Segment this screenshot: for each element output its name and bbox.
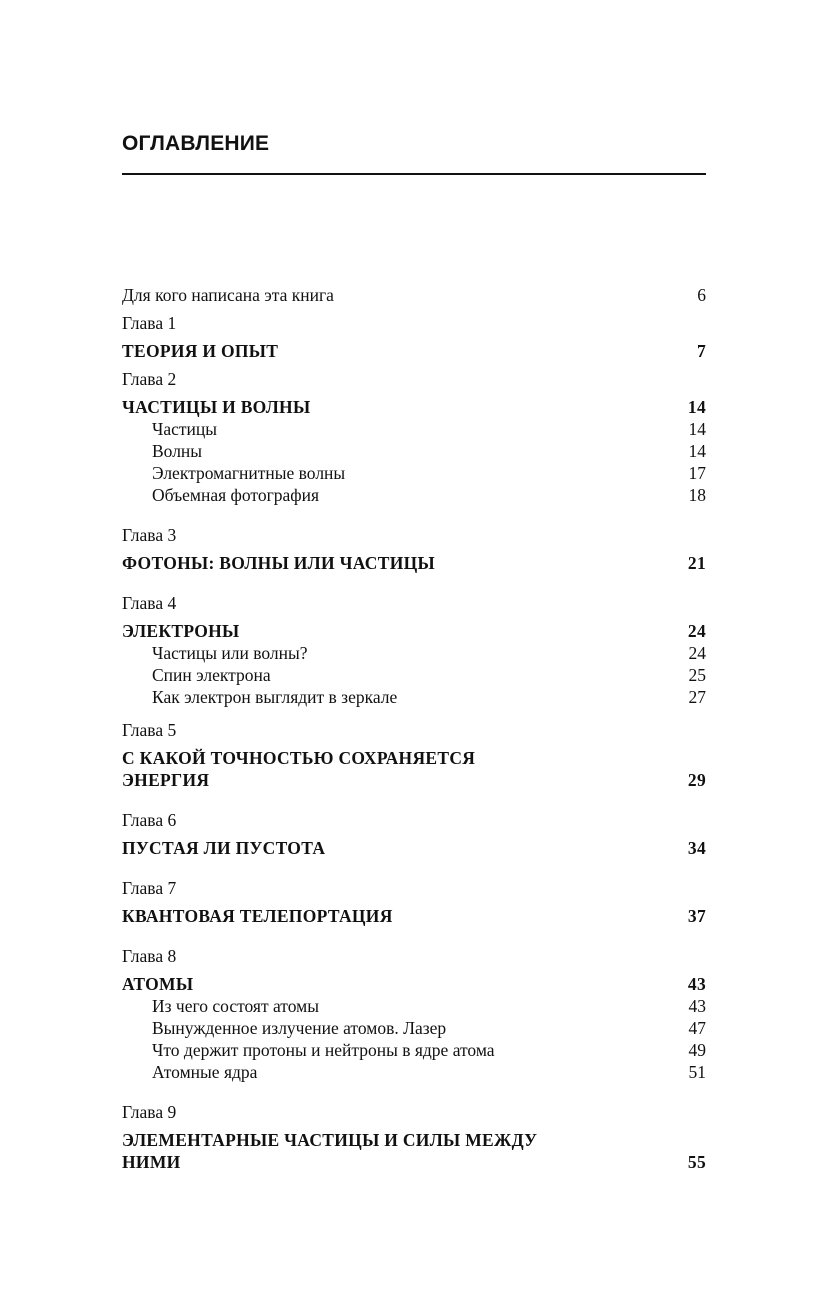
- toc-page-number: 14: [687, 397, 706, 417]
- chapter-title: ЭЛЕКТРОНЫ: [122, 621, 240, 641]
- toc-subentry[interactable]: Объемная фотография 18: [152, 485, 706, 505]
- chapter-title: КВАНТОВАЯ ТЕЛЕПОРТАЦИЯ: [122, 906, 393, 926]
- chapter-label: Глава 9: [122, 1102, 177, 1122]
- toc-subentry[interactable]: Частицы или волны? 24: [152, 643, 706, 663]
- spacer: [122, 1083, 706, 1095]
- chapter-label: Глава 7: [122, 878, 177, 898]
- table-of-contents: [122, 278, 706, 1173]
- toc-subentry[interactable]: Атомные ядра 51: [152, 1062, 706, 1082]
- toc-page-number: 7: [696, 341, 706, 361]
- toc-page-number: 24: [687, 621, 706, 641]
- chapter-title: АТОМЫ: [122, 974, 194, 994]
- toc-page-number: 49: [688, 1040, 706, 1060]
- toc-page-number: 47: [688, 1018, 706, 1038]
- toc-entry-chapter-5[interactable]: [122, 741, 706, 791]
- spacer: [122, 927, 706, 939]
- toc-subentry[interactable]: Из чего состоят атомы 43: [152, 996, 706, 1016]
- toc-page-number: 34: [687, 838, 706, 858]
- spacer: [122, 574, 706, 586]
- chapter-title: ЭЛЕМЕНТАРНЫЕ ЧАСТИЦЫ И СИЛЫ МЕЖДУ НИМИ: [122, 1130, 538, 1172]
- chapter-label: Глава 6: [122, 810, 177, 830]
- chapter-label: Глава 5: [122, 720, 177, 740]
- toc-entry-chapter-3[interactable]: [122, 546, 706, 574]
- toc-page-number: 43: [687, 974, 706, 994]
- toc-subentry[interactable]: Электромагнитные волны 17: [152, 463, 706, 483]
- toc-page-number: 51: [688, 1062, 706, 1082]
- chapter-label: Глава 4: [122, 593, 177, 613]
- toc-entry-chapter-2[interactable]: [122, 390, 706, 418]
- chapter-label: Глава 2: [122, 369, 177, 389]
- spacer: [122, 791, 706, 803]
- chapter-label: Глава 3: [122, 525, 177, 545]
- chapter-title: ФОТОНЫ: ВОЛНЫ ИЛИ ЧАСТИЦЫ: [122, 553, 435, 573]
- toc-page-number: 6: [697, 285, 706, 305]
- toc-page-number: 37: [687, 906, 706, 926]
- toc-page-number: 29: [687, 770, 706, 790]
- spacer: [122, 859, 706, 871]
- toc-subentry[interactable]: Частицы 14: [152, 419, 706, 439]
- toc-subentry[interactable]: Как электрон выглядит в зеркале 27: [152, 687, 706, 707]
- toc-page-number: 18: [688, 485, 706, 505]
- page-title: ОГЛАВЛЕНИЕ: [122, 132, 270, 155]
- spacer: [122, 506, 706, 518]
- toc-page-number: 55: [687, 1152, 706, 1172]
- toc-subentry[interactable]: Волны 14: [152, 441, 706, 461]
- toc-page-number: 14: [688, 419, 706, 439]
- toc-entry-text: Для кого написана эта книга: [122, 285, 334, 305]
- toc-page-number: 14: [688, 441, 706, 461]
- toc-subentry[interactable]: Вынужденное излучение атомов. Лазер 47: [152, 1018, 706, 1038]
- chapter-title: С КАКОЙ ТОЧНОСТЬЮ СОХРАНЯЕТСЯ ЭНЕРГИЯ: [122, 748, 476, 790]
- chapter-title: ЧАСТИЦЫ И ВОЛНЫ: [122, 397, 311, 417]
- toc-entry-chapter-9[interactable]: [122, 1123, 706, 1173]
- toc-page-number: 27: [688, 687, 706, 707]
- toc-entry-intro[interactable]: [122, 278, 706, 306]
- toc-subentry[interactable]: Спин электрона 25: [152, 665, 706, 685]
- toc-entry-chapter-4[interactable]: [122, 614, 706, 642]
- chapter-label: Глава 1: [122, 313, 177, 333]
- heading-rule: [122, 173, 706, 175]
- chapter-label: Глава 8: [122, 946, 177, 966]
- toc-entry-chapter-1[interactable]: [122, 334, 706, 362]
- toc-entry-chapter-8[interactable]: [122, 967, 706, 995]
- toc-subentry[interactable]: Что держит протоны и нейтроны в ядре атома 49: [152, 1040, 706, 1060]
- toc-entry-chapter-6[interactable]: [122, 831, 706, 859]
- toc-entry-chapter-7[interactable]: [122, 899, 706, 927]
- chapter-title: ПУСТАЯ ЛИ ПУСТОТА: [122, 838, 326, 858]
- toc-page-number: 25: [688, 665, 706, 685]
- chapter-title: ТЕОРИЯ И ОПЫТ: [122, 341, 279, 361]
- toc-page-number: 21: [687, 553, 706, 573]
- toc-page-number: 24: [688, 643, 706, 663]
- toc-page-number: 17: [688, 463, 706, 483]
- toc-page-number: 43: [688, 996, 706, 1016]
